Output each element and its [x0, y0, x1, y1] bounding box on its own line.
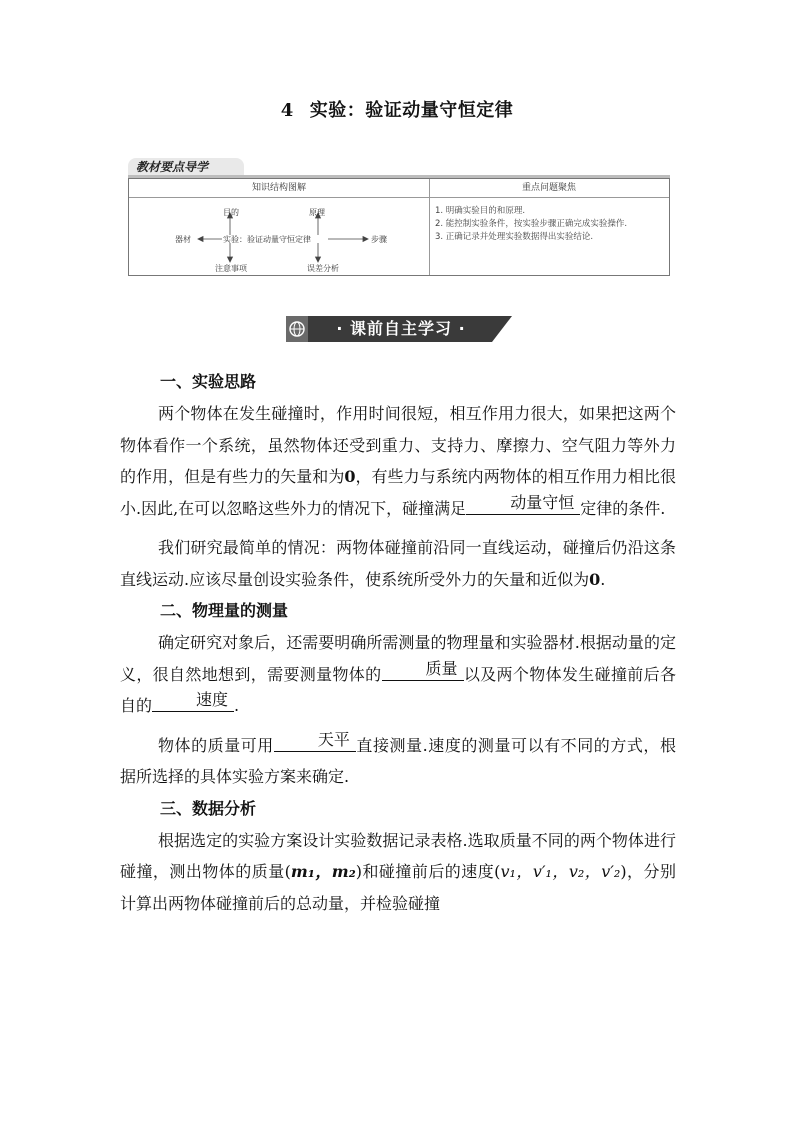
col-header-focus: 重点问题聚焦 — [429, 179, 669, 198]
paragraph — [120, 825, 676, 920]
answer-blank: 天平 — [274, 729, 356, 752]
section-number: 4 — [280, 100, 294, 121]
heading-experiment-idea: 一、实验思路 — [160, 372, 257, 391]
knowledge-map — [129, 197, 429, 275]
banner-text: · 课前自主学习 · — [336, 319, 466, 338]
text-run: 定律的条件. — [580, 498, 666, 518]
paragraph — [120, 627, 676, 722]
page-title — [0, 96, 794, 122]
math-variables: v₁，v′₁，v₂，v′₂ — [500, 862, 621, 881]
focus-item: 3. 正确记录并处理实验数据得出实验结论. — [435, 232, 594, 242]
guide-tab-label: 教材要点导学 — [128, 158, 244, 177]
text-run: 根据选定的实验方案设计实验数据记录表格.选取质量不同的两个物体进行碰撞，测出物体的质量( — [120, 830, 676, 881]
focus-item: 2. 能控制实验条件，按实验步骤正确完成实验操作. — [435, 219, 628, 229]
text-run: )，分别计算出两物体碰撞前后的总动量，并检验碰撞 — [120, 862, 676, 913]
text-run: . — [234, 696, 240, 715]
text-run: 以及两个物体发生碰撞前后各自的 — [120, 664, 676, 715]
paragraph — [120, 730, 676, 793]
heading-measurement: 二、物理量的测量 — [160, 601, 289, 620]
main-content — [120, 366, 676, 919]
col-header-structure: 知识结构图解 — [129, 179, 430, 198]
answer-blank: 动量守恒 — [466, 492, 580, 515]
answer-blank: 速度 — [152, 689, 234, 712]
map-principle: 原理 — [309, 208, 325, 217]
section-banner — [286, 316, 512, 342]
text-run: 0 — [589, 569, 601, 589]
text-run: )和碰撞前后的速度( — [355, 862, 501, 881]
text-run: 直接测量.速度的测量可以有不同的方式，根据所选择的具体实验方案来确定. — [120, 735, 676, 786]
text-run: 0 — [344, 467, 356, 486]
heading-data-analysis: 三、数据分析 — [160, 798, 257, 818]
map-equipment: 器材 — [175, 235, 191, 244]
text-run: 我们研究最简单的情况：两物体碰撞前沿同一直线运动，碰撞后仍沿这条直线运动.应该尽量创设实验条件，使系统所受外力的矢量和近似为 — [120, 538, 676, 589]
map-error: 误差分析 — [307, 264, 339, 273]
paragraph — [120, 398, 676, 524]
text-run: 物体的质量可用 — [158, 735, 274, 755]
map-purpose: 目的 — [223, 208, 239, 217]
focus-list — [435, 205, 665, 244]
section-title: 实验：验证动量守恒定律 — [309, 100, 514, 121]
text-run: 两个物体在发生碰撞时，作用时间很短，相互作用力很大，如果把这两个物体看作一个系统，虽然物体还受到重力、支持力、摩擦力、空气阻力等外力的作用，但是有些力的矢量和为 — [120, 404, 676, 486]
guide-table — [128, 178, 670, 276]
answer-blank: 质量 — [382, 658, 464, 681]
column-divider — [429, 197, 430, 275]
map-steps: 步骤 — [371, 235, 387, 244]
map-notes: 注意事项 — [215, 264, 247, 273]
focus-item: 1. 明确实验目的和原理. — [435, 206, 526, 216]
text-run: . — [600, 569, 606, 589]
text-run: ，有些力与系统内两物体的相互作用力相比很小.因此,在可以忽略这些外力的情况下，碰撞满足 — [120, 467, 676, 518]
paragraph — [120, 532, 676, 595]
text-run: 确定研究对象后，还需要明确所需测量的物理量和实验器材.根据动量的定义，很自然地想到，需要测量物体的 — [120, 633, 676, 684]
map-center: 实验：验证动量守恒定律 — [223, 235, 311, 244]
math-variables: m₁，m₂ — [290, 862, 356, 881]
